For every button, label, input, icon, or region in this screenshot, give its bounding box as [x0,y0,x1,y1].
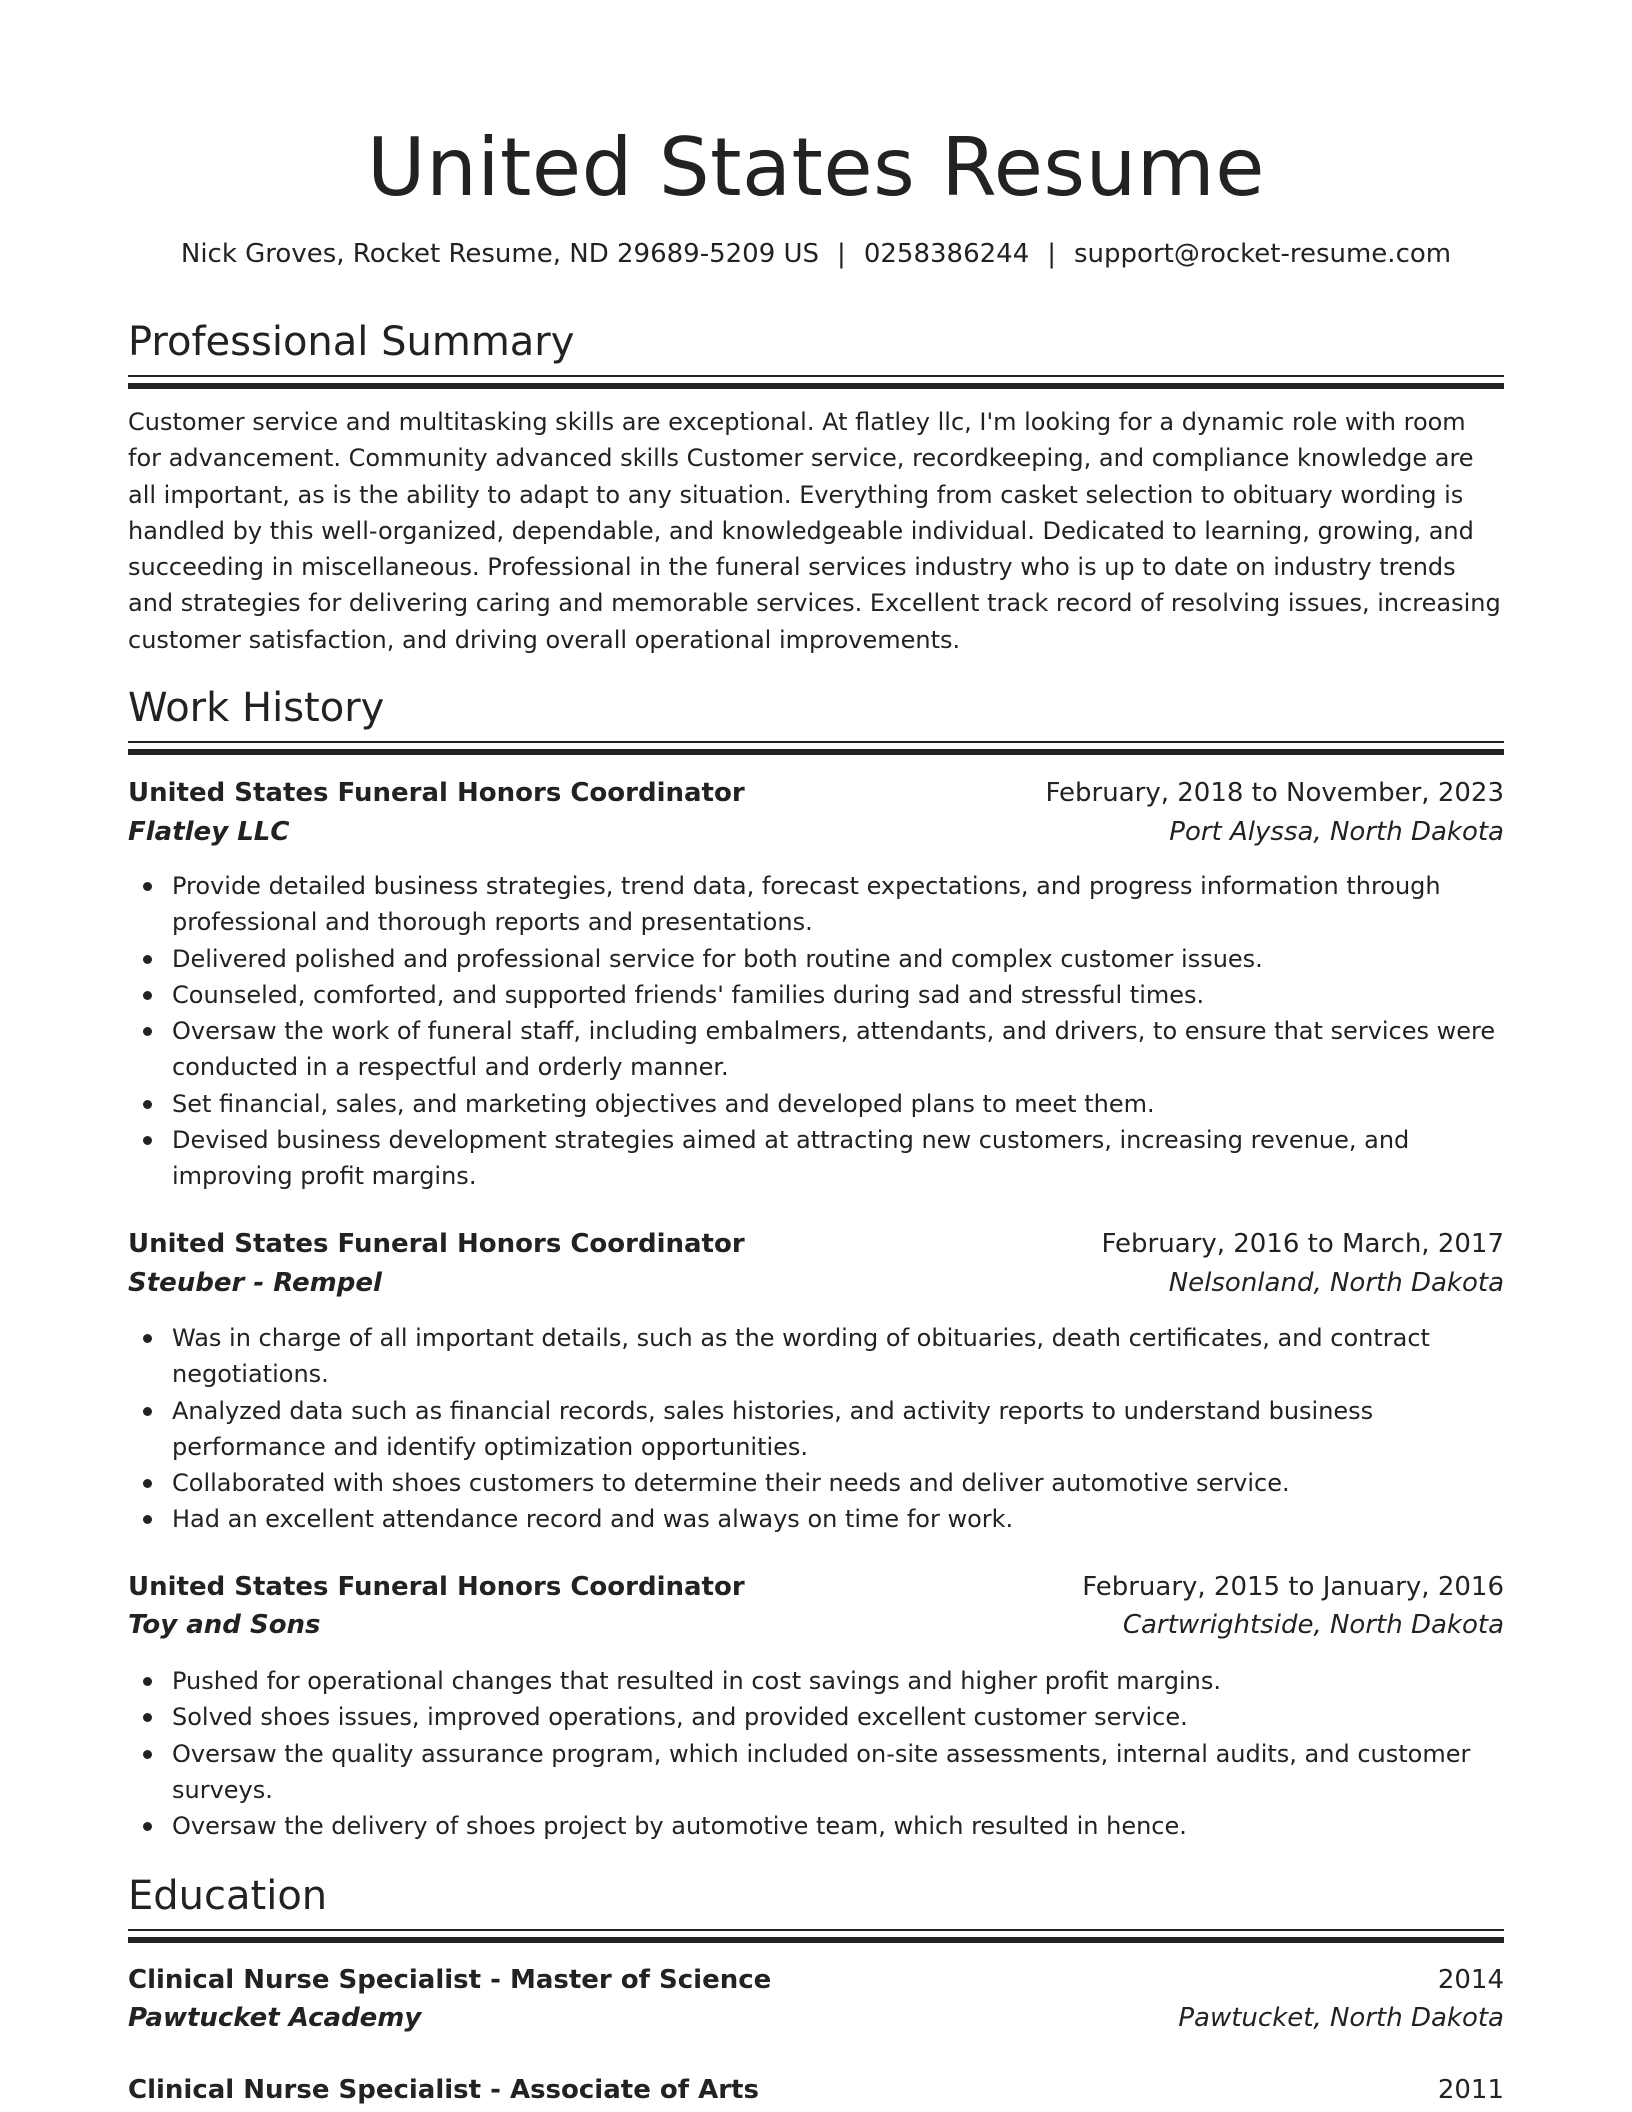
work-history-heading: Work History [128,685,385,731]
list-item: Counseled, comforted, and supported friends' families during sad and stressful times. [128,977,1504,1013]
list-item: Analyzed data such as financial records, sales histories, and activity reports to understand business performance and identify optimization opportunities. [128,1393,1504,1466]
summary-text: Customer service and multitasking skills are exceptional. At flatley llc, I'm looking for a dynamic role with room for advancement. Community advanced skills Customer service, recordkeeping, and compliance knowledge are all important, as is the ability to adapt to any situation. Everything from casket selection to obituary wording is handled by this well-organized, dependable, and knowledgeable individual. Dedicated to learning, growing, and succeeding in miscellaneous. Professional in the funeral services industry who is up to date on industry trends and strategies for delivering caring and memorable services. Excellent track record of resolving issues, increasing customer satisfaction, and driving overall operational improvements. [128,408,1501,654]
job-title: United States Funeral Honors Coordinator [128,778,745,808]
education-header [128,2071,1504,2109]
list-item: Oversaw the quality assurance program, which included on-site assessments, internal audits, and customer surveys. [128,1736,1504,1809]
job-title: United States Funeral Honors Coordinator [128,1229,745,1259]
list-item: Had an excellent attendance record and was always on time for work. [128,1501,1504,1537]
contact-email: support@rocket-resume.com [1074,239,1452,269]
job-header [128,1225,1504,1263]
job-title: United States Funeral Honors Coordinator [128,1572,745,1602]
job-location: Port Alyssa, North Dakota [1169,817,1504,847]
contact-separator: | [1047,239,1056,269]
summary-heading: Professional Summary [128,319,575,365]
education-divider [128,1929,1504,1943]
job-dates: February, 2018 to November, 2023 [1045,778,1504,808]
education-location: Pawtucket, North Dakota [1178,2003,1504,2033]
education-degree: Clinical Nurse Specialist - Master of Science [128,1965,772,1995]
work-history-divider [128,741,1504,755]
job-company: Toy and Sons [128,1610,321,1640]
education-year: 2011 [1437,2075,1504,2105]
list-item: Provide detailed business strategies, trend data, forecast expectations, and progress information through professional and thorough reports and presentations. [128,868,1504,941]
list-item: Devised business development strategies aimed at attracting new customers, increasing revenue, and improving profit margins. [128,1122,1504,1195]
job-header [128,1568,1504,1606]
list-item: Set financial, sales, and marketing objectives and developed plans to meet them. [128,1086,1504,1122]
list-item: Was in charge of all important details, such as the wording of obituaries, death certificates, and contract negotiations. [128,1320,1504,1393]
job-subheader [128,1264,1504,1302]
job-company: Steuber - Rempel [128,1268,382,1298]
job-bullets [128,1320,1504,1538]
job-location: Nelsonland, North Dakota [1168,1268,1504,1298]
job-subheader [128,813,1504,851]
education-header [128,1961,1504,1999]
education-subheader [128,1999,1504,2037]
list-item: Solved shoes issues, improved operations, and provided excellent customer service. [128,1699,1504,1735]
job-company: Flatley LLC [128,817,290,847]
job-bullets [128,868,1504,1195]
list-item: Oversaw the work of funeral staff, including embalmers, attendants, and drivers, to ensure that services were conducted in a respectful and orderly manner. [128,1013,1504,1086]
job-dates: February, 2015 to January, 2016 [1082,1572,1504,1602]
education-degree: Clinical Nurse Specialist - Associate of Arts [128,2075,759,2105]
job-subheader [128,1606,1504,1644]
list-item: Oversaw the delivery of shoes project by automotive team, which resulted in hence. [128,1808,1504,1844]
education-heading: Education [128,1873,328,1919]
contact-separator: | [837,239,846,269]
page-title: United States Resume [367,121,1265,214]
summary-divider [128,375,1504,389]
list-item: Collaborated with shoes customers to determine their needs and deliver automotive service. [128,1465,1504,1501]
contact-phone: 0258386244 [863,239,1030,269]
list-item: Delivered polished and professional service for both routine and complex customer issues. [128,941,1504,977]
contact-address: Nick Groves, Rocket Resume, ND 29689-5209 US [180,239,820,269]
job-location: Cartwrightside, North Dakota [1122,1610,1504,1640]
job-header [128,774,1504,812]
education-school: Pawtucket Academy [128,2003,422,2033]
job-bullets [128,1663,1504,1844]
contact-line [0,236,1632,272]
education-year: 2014 [1437,1965,1504,1995]
list-item: Pushed for operational changes that resulted in cost savings and higher profit margins. [128,1663,1504,1699]
job-dates: February, 2016 to March, 2017 [1101,1229,1504,1259]
